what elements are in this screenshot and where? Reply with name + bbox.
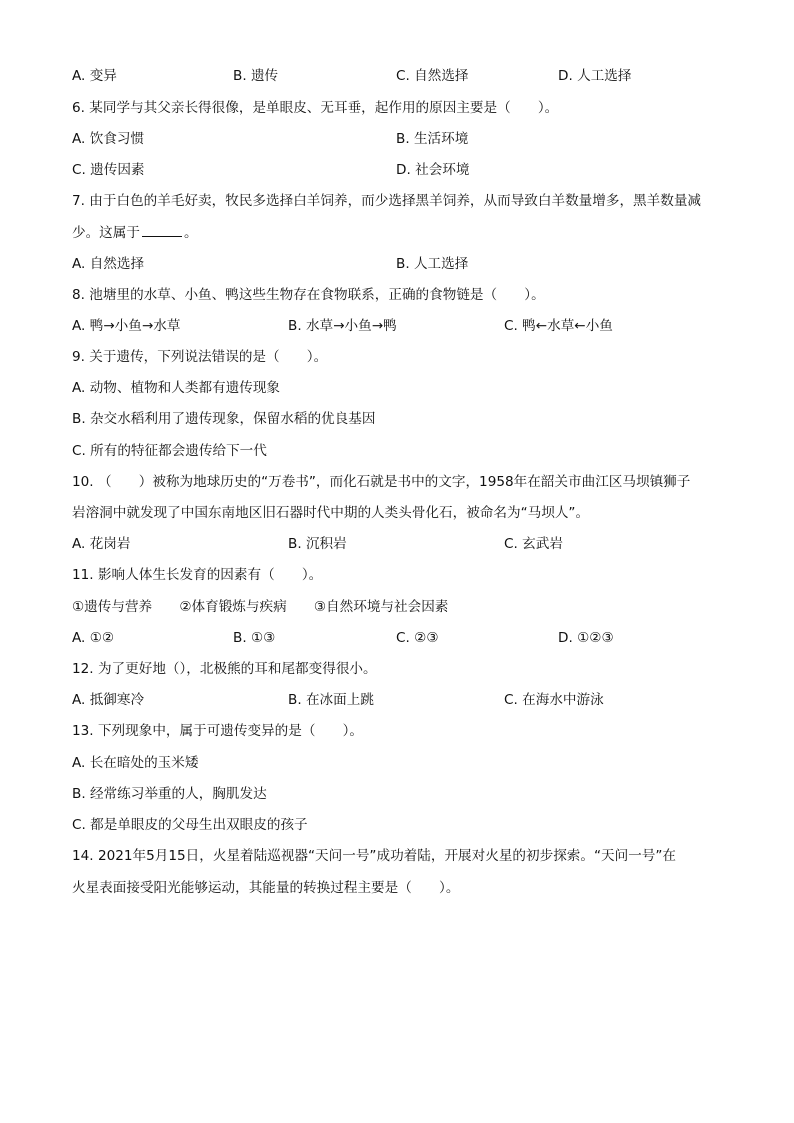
q11-option-b: B. ①③ [233,630,276,646]
q7-stem-text: 少。这属于 [72,225,140,241]
q13-option-a: A. 长在暗处的玉米矮 [72,755,199,771]
q11-factors: ①遗传与营养 ②体育锻炼与疾病 ③自然环境与社会因素 [72,599,449,615]
q8-options [72,315,732,337]
q13-option-b: B. 经常练习举重的人，胸肌发达 [72,786,267,802]
q5-option-c: C. 自然选择 [396,68,469,84]
q6-option-c: C. 遗传因素 [72,162,145,178]
q7-stem-line2 [72,222,198,244]
q7-stem-line1: 7. 由于白色的羊毛好卖，牧民多选择白羊饲养，而少选择黑羊饲养，从而导致白羊数量增多，黑羊数量减 [72,193,702,209]
q12-option-b: B. 在冰面上跳 [288,692,374,708]
q7-stem-end: 。 [183,225,198,241]
q9-option-b: B. 杂交水稻利用了遗传现象，保留水稻的优良基因 [72,411,376,427]
q12-stem: 12. 为了更好地（），北极熊的耳和尾都变得很小。 [72,661,377,677]
q13-option-c: C. 都是单眼皮的父母生出双眼皮的孩子 [72,817,308,833]
q10-option-c: C. 玄武岩 [504,536,563,552]
q8-option-b: B. 水草→小鱼→鸭 [288,318,397,334]
q9-option-c: C. 所有的特征都会遗传给下一代 [72,443,267,459]
q10-stem-line2: 岩溶洞中就发现了中国东南地区旧石器时代中期的人类头骨化石，被命名为“马坝人”。 [72,505,590,521]
q11-options [72,627,732,649]
q10-option-b: B. 沉积岩 [288,536,347,552]
q9-stem: 9. 关于遗传，下列说法错误的是（ ）。 [72,349,328,365]
q6-option-a: A. 饮食习惯 [72,131,145,147]
q6-option-d: D. 社会环境 [396,162,470,178]
q8-option-a: A. 鸭→小鱼→水草 [72,318,181,334]
q10-stem-line1: 10. （ ）被称为地球历史的“万卷书”，而化石就是书中的文字，1958年在韶关市曲江区马坝镇狮子 [72,474,691,490]
q9-option-a: A. 动物、植物和人类都有遗传现象 [72,380,281,396]
q7-option-a: A. 自然选择 [72,256,145,272]
q7-option-b: B. 人工选择 [396,256,469,272]
q6-option-b: B. 生活环境 [396,131,469,147]
q8-stem: 8. 池塘里的水草、小鱼、鸭这些生物存在食物联系，正确的食物链是（ ）。 [72,287,545,303]
q6-options-row2 [72,159,732,181]
q11-option-d: D. ①②③ [558,630,614,646]
q8-option-c: C. 鸭←水草←小鱼 [504,318,613,334]
q12-options [72,689,732,711]
q14-stem-line2: 火星表面接受阳光能够运动，其能量的转换过程主要是（ ）。 [72,880,460,896]
q5-option-d: D. 人工选择 [558,68,632,84]
q14-stem-line1: 14. 2021年5月15日，火星着陆巡视器“天问一号”成功着陆，开展对火星的初步探索。“天问一号”在 [72,848,677,864]
q11-option-a: A. ①② [72,630,115,646]
q6-stem: 6. 某同学与其父亲长得很像，是单眼皮、无耳垂，起作用的原因主要是（ ）。 [72,100,559,116]
q12-option-a: A. 抵御寒冷 [72,692,145,708]
q11-stem: 11. 影响人体生长发育的因素有（ ）。 [72,567,323,583]
q7-options [72,253,732,275]
answer-blank [142,224,182,237]
q5-options [72,65,732,87]
q10-options [72,533,732,555]
q11-option-c: C. ②③ [396,630,439,646]
q5-option-b: B. 遗传 [233,68,279,84]
q5-option-a: A. 变异 [72,68,117,84]
q6-options-row1 [72,128,732,150]
q12-option-c: C. 在海水中游泳 [504,692,604,708]
q13-stem: 13. 下列现象中，属于可遗传变异的是（ ）。 [72,723,364,739]
q10-option-a: A. 花岗岩 [72,536,131,552]
